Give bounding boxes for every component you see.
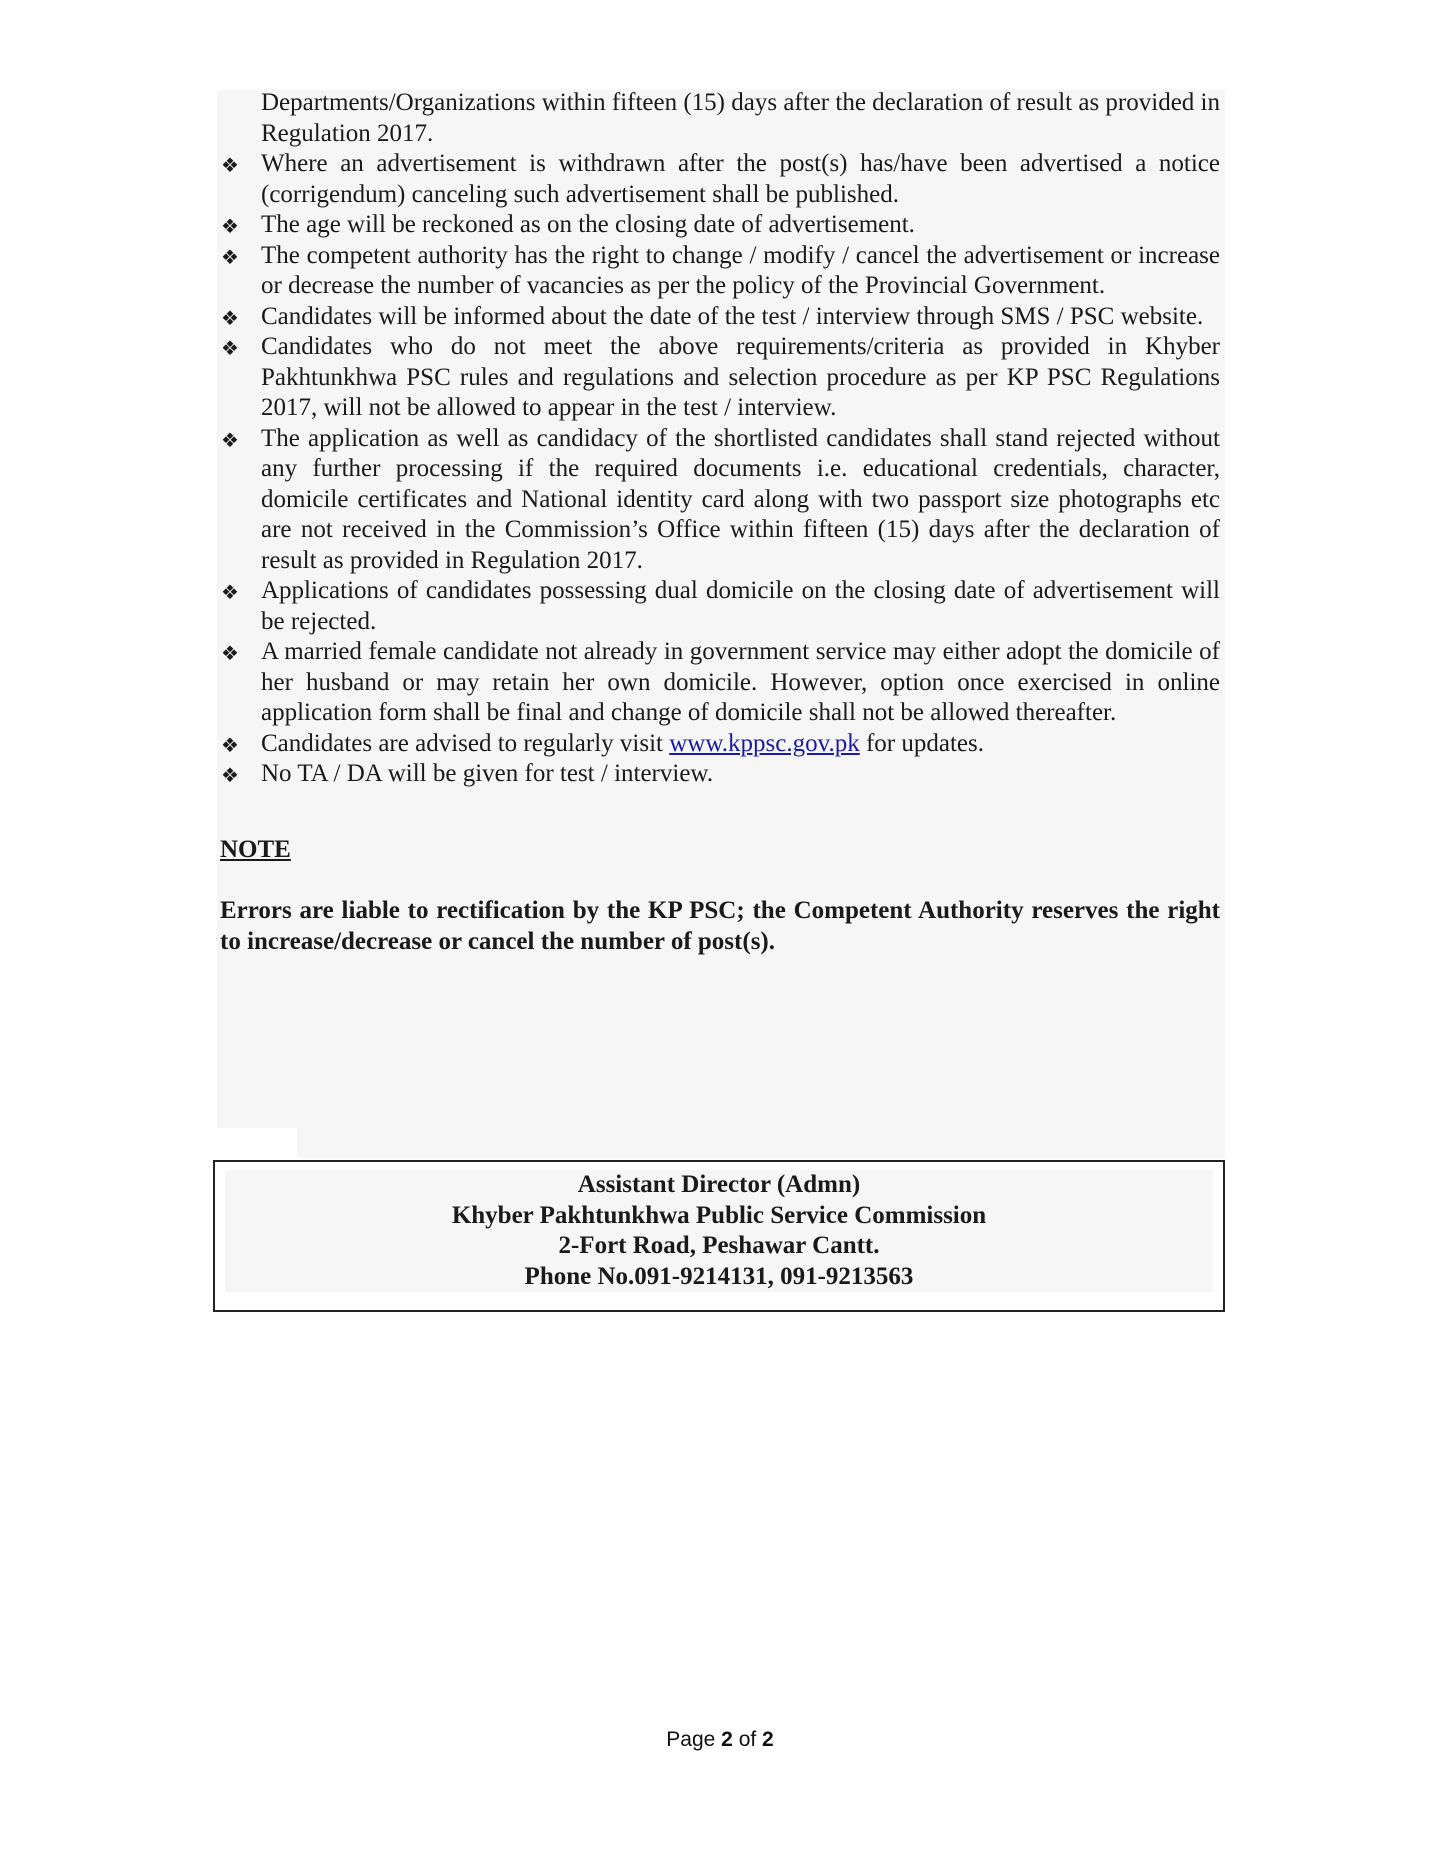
signature-title: Assistant Director (Admn) bbox=[577, 1171, 861, 1198]
kppsc-website-link[interactable]: www.kppsc.gov.pk bbox=[669, 729, 860, 757]
list-item: ❖ The application as well as candidacy of the shortlisted candidates shall stand rejected without any further processing if the required documents i.e. educational credentials, character, domicile certificates and National identity card along with two passport size photographs etc are not received in the Commission’s Office within fifteen (15) days after the declaration of result as provided in Regulation 2017. bbox=[221, 424, 1220, 574]
signature-organization: Khyber Pakhtunkhwa Public Service Commission bbox=[451, 1201, 987, 1229]
diamond-bullet-icon: ❖ bbox=[221, 427, 239, 452]
visit-suffix: for updates. bbox=[859, 729, 984, 757]
signature-address: 2-Fort Road, Peshawar Cantt. bbox=[558, 1232, 880, 1259]
diamond-bullet-icon: ❖ bbox=[221, 305, 239, 330]
list-item: ❖ Where an advertisement is withdrawn after the post(s) has/have been advertised a notice (corrigendum) canceling such advertisement shall be published. bbox=[221, 150, 1220, 208]
list-item: ❖ Candidates will be informed about the date of the test / interview through SMS / PSC website. bbox=[220, 302, 1220, 333]
continuation-paragraph: Departments/Organizations within fifteen (15) days after the declaration of result as provided in Regulation 2017. bbox=[261, 89, 1220, 147]
list-item-website bbox=[220, 729, 1220, 760]
shade-notch bbox=[217, 1128, 297, 1158]
current-page: 2 bbox=[721, 1728, 733, 1751]
list-item: ❖ Applications of candidates possessing dual domicile on the closing date of advertisement will be rejected. bbox=[221, 577, 1220, 635]
signature-box bbox=[213, 1160, 1225, 1312]
diamond-bullet-icon: ❖ bbox=[221, 580, 239, 604]
note-heading: NOTE bbox=[220, 835, 291, 863]
of-label: of bbox=[738, 1728, 757, 1751]
diamond-bullet-icon: ❖ bbox=[221, 244, 239, 269]
visit-prefix: Candidates are advised to regularly visit bbox=[261, 729, 670, 757]
signature-phone: Phone No.091-9214131, 091-9213563 bbox=[524, 1262, 914, 1290]
list-item: ❖ The age will be reckoned as on the closing date of advertisement. bbox=[220, 210, 1220, 241]
signature-block bbox=[215, 1170, 1223, 1292]
note-text: Errors are liable to rectification by the KP PSC; the Competent Authority reserves the right to increase/decrease or cancel the number of post(s). bbox=[220, 897, 1220, 955]
list-item: ❖ No TA / DA will be given for test / interview. bbox=[220, 759, 1220, 790]
diamond-bullet-icon: ❖ bbox=[221, 336, 239, 360]
total-pages: 2 bbox=[762, 1728, 774, 1751]
list-item: ❖ Candidates who do not meet the above requirements/criteria as provided in Khyber Pakhtunkhwa PSC rules and regulations and selection procedure as per KP PSC Regulations 2017, will not be allowed to appear in the test / interview. bbox=[221, 333, 1220, 421]
diamond-bullet-icon: ❖ bbox=[221, 153, 239, 177]
list-item: ❖ A married female candidate not already in government service may either adopt the domicile of her husband or may retain her own domicile. However, option once exercised in online application form shall be final and change of domicile shall not be allowed thereafter. bbox=[221, 638, 1220, 726]
page-label: Page bbox=[666, 1728, 716, 1751]
diamond-bullet-icon: ❖ bbox=[221, 763, 239, 787]
page-number bbox=[0, 1728, 1440, 1752]
list-item: ❖ The competent authority has the right to change / modify / cancel the advertisement or increase or decrease the number of vacancies as per the policy of the Provincial Government. bbox=[221, 241, 1220, 299]
diamond-bullet-icon: ❖ bbox=[221, 641, 239, 665]
diamond-bullet-icon: ❖ bbox=[221, 214, 239, 238]
diamond-bullet-icon: ❖ bbox=[221, 732, 239, 757]
document-body bbox=[220, 88, 1220, 957]
instructions-list bbox=[220, 149, 1220, 790]
